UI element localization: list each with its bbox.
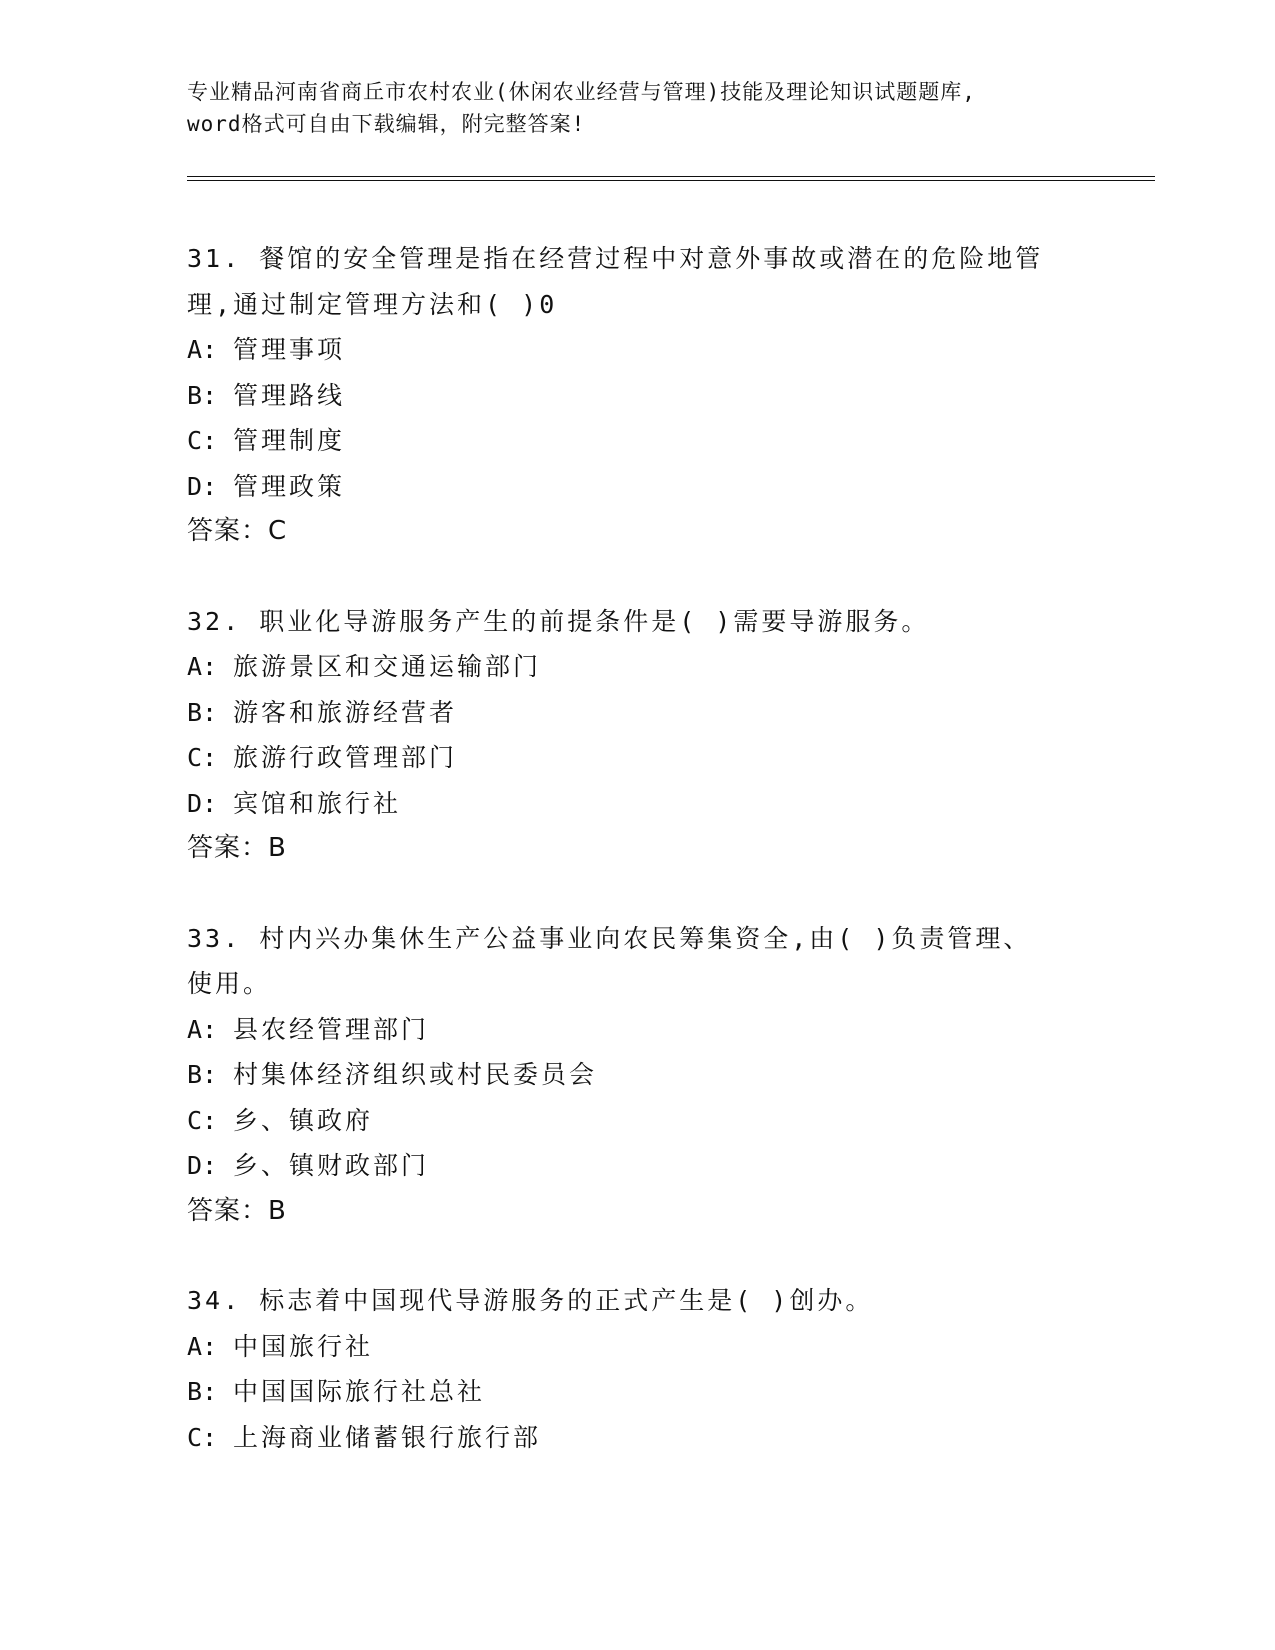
option-b — [187, 1052, 1067, 1098]
question-32 — [187, 599, 1067, 872]
option-c — [187, 735, 1067, 781]
question-stem-line: 32. 职业化导游服务产生的前提条件是( )需要导游服务。 — [187, 606, 930, 636]
option-key: D: — [187, 788, 218, 818]
option-d — [187, 1143, 1067, 1189]
question-34 — [187, 1278, 1067, 1460]
question-stem — [187, 599, 1067, 645]
option-key: A: — [187, 335, 218, 364]
option-a — [187, 1007, 1067, 1053]
option-text: 乡、镇政府 — [233, 1105, 374, 1135]
question-stem — [187, 236, 1067, 327]
option-a — [187, 327, 1067, 373]
header-title-line-1: 专业精品河南省商丘市农村农业(休闲农业经营与管理)技能及理论知识试题题库, — [187, 80, 976, 104]
question-33 — [187, 916, 1067, 1235]
option-key: D: — [187, 1151, 218, 1180]
option-text: 旅游行政管理部门 — [233, 743, 458, 772]
option-text: 管理政策 — [233, 471, 346, 501]
header-title-line-2: word格式可自由下载编辑，附完整答案! — [187, 112, 586, 136]
header-rule-bottom — [187, 180, 1155, 181]
answer-line: 答案：C — [187, 516, 288, 546]
option-key: B: — [187, 697, 218, 727]
option-c — [187, 1415, 1067, 1461]
question-list — [187, 236, 1067, 1504]
answer-line: 答案：B — [187, 833, 287, 863]
question-stem — [187, 1278, 1067, 1324]
answer-line: 答案：B — [187, 1195, 287, 1226]
option-text: 乡、镇财政部门 — [233, 1151, 430, 1180]
question-stem-line: 理,通过制定管理方法和( )0 — [187, 289, 558, 319]
option-text: 管理路线 — [233, 380, 346, 410]
option-c — [187, 418, 1067, 464]
option-text: 村集体经济组织或村民委员会 — [233, 1060, 598, 1089]
option-key: C: — [187, 1105, 218, 1135]
option-key: B: — [187, 380, 218, 410]
option-key: B: — [187, 1060, 218, 1089]
option-key: D: — [187, 471, 218, 501]
option-key: C: — [187, 426, 218, 455]
question-stem-line: 33. 村内兴办集休生产公益事业向农民筹集资全,由( )负责管理、 — [187, 923, 1032, 953]
option-a — [187, 1324, 1067, 1370]
option-text: 游客和旅游经营者 — [233, 697, 458, 727]
question-stem — [187, 916, 1067, 1007]
option-d — [187, 781, 1067, 827]
option-key: A: — [187, 1331, 218, 1361]
option-text: 县农经管理部门 — [233, 1014, 430, 1044]
option-text: 中国国际旅行社总社 — [233, 1377, 486, 1406]
option-b — [187, 690, 1067, 736]
option-text: 中国旅行社 — [233, 1331, 374, 1361]
option-text: 上海商业储蓄银行旅行部 — [233, 1422, 542, 1452]
option-d — [187, 464, 1067, 510]
option-key: C: — [187, 743, 218, 772]
option-a — [187, 644, 1067, 690]
option-key: B: — [187, 1377, 218, 1406]
option-b — [187, 373, 1067, 419]
document-header — [187, 76, 1087, 140]
option-text: 管理事项 — [233, 335, 346, 364]
question-stem-line: 使用。 — [187, 969, 272, 998]
option-text: 旅游景区和交通运输部门 — [233, 652, 542, 681]
option-key: A: — [187, 652, 218, 681]
question-stem-line: 34. 标志着中国现代导游服务的正式产生是( )创办。 — [187, 1286, 874, 1315]
option-b — [187, 1369, 1067, 1415]
header-double-rule — [187, 176, 1155, 182]
option-text: 宾馆和旅行社 — [233, 788, 402, 818]
option-key: C: — [187, 1422, 218, 1452]
option-key: A: — [187, 1014, 218, 1044]
option-text: 管理制度 — [233, 426, 346, 455]
question-31 — [187, 236, 1067, 555]
option-c — [187, 1098, 1067, 1144]
question-stem-line: 31. 餐馆的安全管理是指在经营过程中对意外事故或潜在的危险地管 — [187, 244, 1044, 273]
header-rule-top — [187, 176, 1155, 177]
